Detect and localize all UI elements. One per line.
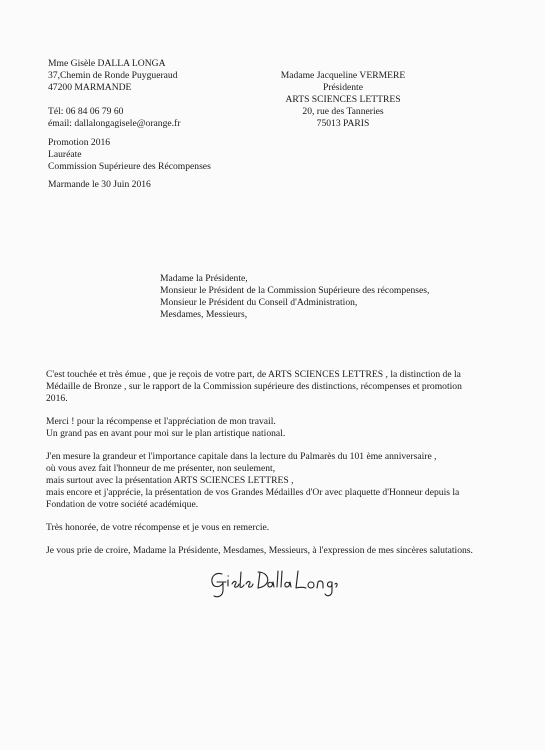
- recipient-city: 75013 PARIS: [316, 118, 370, 129]
- recipient-name: Madame Jacqueline VERMERE: [280, 70, 406, 81]
- promotion-block: [48, 137, 211, 173]
- body-line: Fondation de votre société académique.: [46, 499, 199, 510]
- body-line: C'est touchée et très émue , que je reçois de votre part, de ARTS SCIENCES LETTRES , la distinction de la: [46, 369, 461, 380]
- body-line: J'en mesure la grandeur et l'importance capitale dans la lecture du Palmarès du 101 ème anniversaire ,: [46, 451, 437, 462]
- recipient-title: Présidente: [323, 82, 363, 93]
- body-line: mais encore et j'apprécie, la présentation de vos Grandes Médailles d'Or avec plaquette d'Honneur depuis la: [46, 487, 460, 498]
- sender-address: [48, 58, 180, 130]
- salutation-line: Madame la Présidente,: [160, 273, 248, 284]
- recipient-street: 20, rue des Tanneries: [302, 106, 384, 117]
- body-paragraph: [46, 522, 506, 534]
- sender-spacer: [48, 94, 180, 106]
- salutation-block: [160, 273, 429, 321]
- body-line: où vous avez fait l'honneur de me présenter, non seulement,: [46, 463, 276, 474]
- promotion-status: Lauréate: [48, 149, 82, 160]
- body-line: Médaille de Bronze , sur le rapport de la Commission supérieure des distinctions, récompenses et promotion: [46, 381, 462, 392]
- letter-date: Marmande le 30 Juin 2016: [48, 179, 151, 190]
- body-line: 2016.: [46, 393, 68, 404]
- body-line: Très honorée, de votre récompense et je vous en remercie.: [46, 522, 270, 533]
- promotion-year: Promotion 2016: [48, 137, 111, 148]
- body-paragraph: [46, 416, 506, 440]
- body-line: Merci ! pour la récompense et l'appréciation de mon travail.: [46, 416, 276, 427]
- body-line: Un grand pas en avant pour moi sur le plan artistique national.: [46, 428, 286, 439]
- salutation-line: Monsieur le Président de la Commission Supérieure des récompenses,: [160, 285, 430, 296]
- body-line: mais surtout avec la présentation ARTS SCIENCES LETTRES ,: [46, 475, 294, 486]
- body-paragraph: [46, 451, 506, 511]
- handwritten-signature: [208, 566, 338, 600]
- recipient-organization: ARTS SCIENCES LETTRES: [285, 94, 401, 105]
- letter-body: [46, 369, 506, 568]
- body-paragraph: [46, 369, 506, 405]
- salutation-line: Mesdames, Messieurs,: [160, 309, 248, 320]
- sender-email: émail: dallalongagisele@orange.fr: [48, 118, 181, 129]
- body-paragraph: [46, 545, 506, 557]
- sender-phone: Tél: 06 84 06 79 60: [48, 106, 124, 117]
- body-line: Je vous prie de croire, Madame la Présidente, Mesdames, Messieurs, à l'expression de mes sincères salutations.: [46, 545, 473, 556]
- sender-street: 37,Chemin de Ronde Puygueraud: [48, 70, 178, 81]
- salutation-line: Monsieur le Président du Conseil d'Administration,: [160, 297, 358, 308]
- recipient-address: [268, 70, 418, 130]
- sender-city: 47200 MARMANDE: [48, 82, 132, 93]
- promotion-commission: Commission Supérieure des Récompenses: [48, 161, 211, 172]
- sender-name: Mme Gisèle DALLA LONGA: [48, 58, 166, 69]
